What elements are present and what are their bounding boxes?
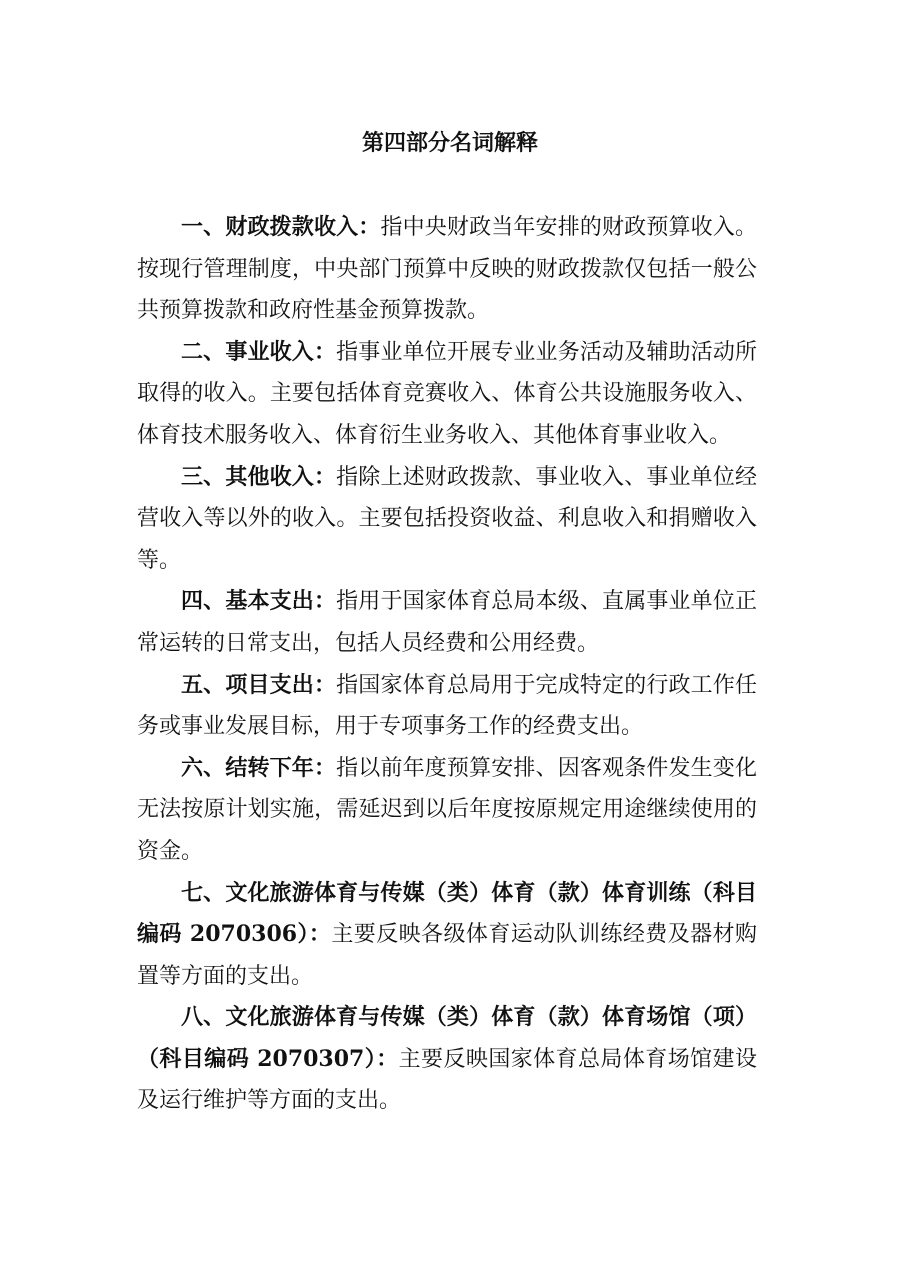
term-label: 二、事业收入： [181, 338, 337, 365]
term-label: 四、基本支出： [181, 588, 337, 615]
term-label: 一、财政拨款收入： [181, 214, 381, 240]
term-label: 六、结转下年： [181, 754, 337, 781]
document-body [137, 207, 757, 1122]
term-label: 三、其他收入： [181, 463, 337, 490]
paragraph-4 [137, 581, 757, 664]
term-definition: 指除上述财政拨款、事业收入、事业单位经营收入等以外的收入。主要包括投资收益、利息收入和捐赠收入等。 [137, 464, 757, 573]
term-label: 七、文化旅游体育与传媒（类）体育（款）体育训练（科目编码 2070306）： [137, 879, 757, 948]
term-definition: 指中央财政当年安排的财政预算收入。按现行管理制度，中央部门预算中反映的财政拨款仅包括一般公共预算拨款和政府性基金预算拨款。 [137, 215, 757, 324]
term-definition: 指用于国家体育总局本级、直属事业单位正常运转的日常支出，包括人员经费和公用经费。 [137, 589, 757, 656]
term-label: 五、项目支出： [181, 671, 337, 698]
term-definition: 指国家体育总局用于完成特定的行政工作任务或事业发展目标，用于专项事务工作的经费支出。 [137, 672, 757, 740]
paragraph-3 [137, 457, 757, 582]
term-definition: 主要反映各级体育运动队训练经费及器材购置等方面的支出。 [137, 922, 757, 989]
paragraph-7 [137, 873, 757, 998]
paragraph-8 [137, 997, 757, 1122]
page-title: 第四部分名词解释 [361, 130, 538, 156]
paragraph-1 [137, 207, 757, 332]
term-definition: 主要反映国家体育总局体育场馆建设及运行维护等方面的支出。 [137, 1046, 757, 1114]
term-definition: 指事业单位开展专业业务活动及辅助活动所取得的收入。主要包括体育竞赛收入、体育公共设施服务收入、体育技术服务收入、体育衍生业务收入、其他体育事业收入。 [137, 339, 757, 448]
paragraph-5 [137, 665, 757, 748]
term-definition: 指以前年度预算安排、因客观条件发生变化无法按原计划实施，需延迟到以后年度按原规定用途继续使用的资金。 [137, 755, 757, 864]
paragraph-2 [137, 332, 757, 457]
paragraph-6 [137, 748, 757, 873]
term-label: 八、文化旅游体育与传媒（类）体育（款）体育场馆（项）（科目编码 2070307）： [137, 1004, 757, 1072]
